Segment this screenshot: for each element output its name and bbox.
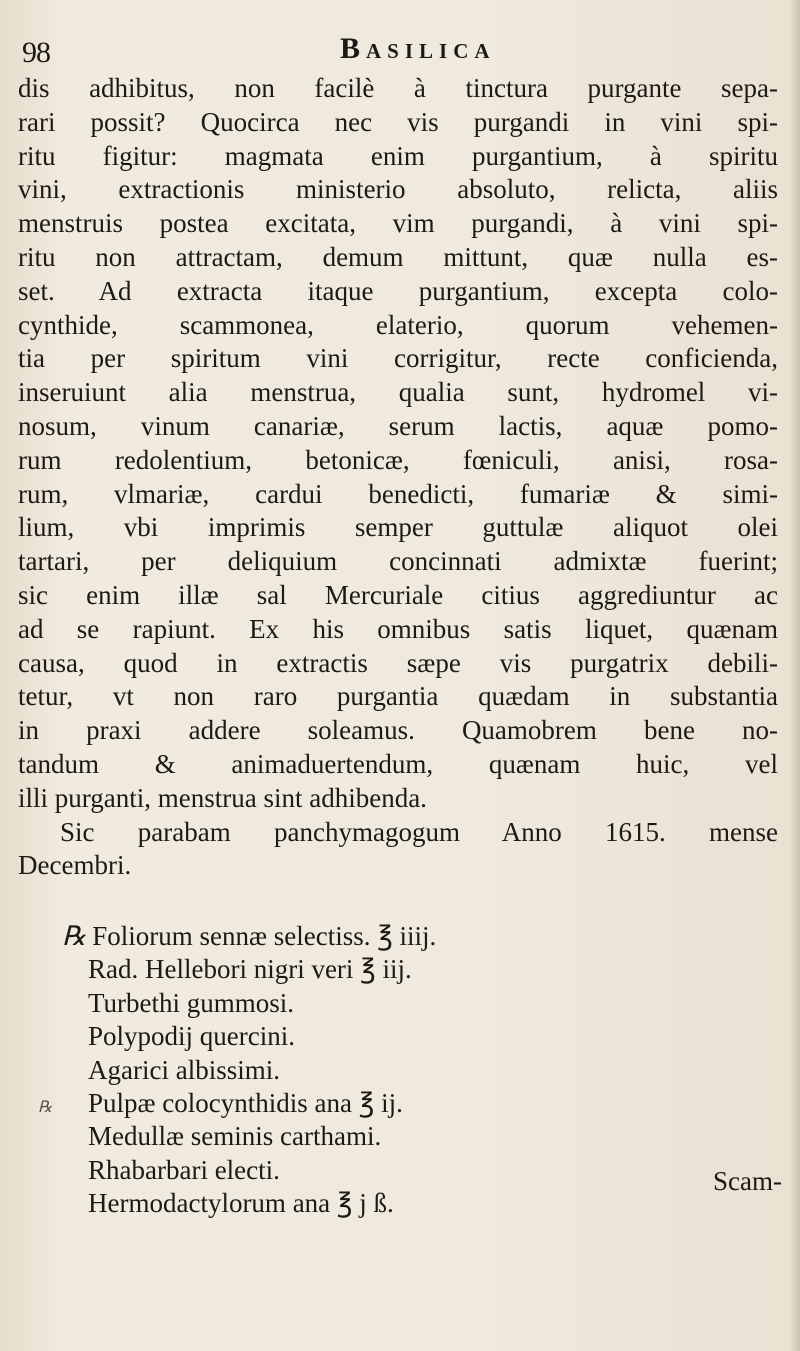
recipe-item: Agarici albissimi. xyxy=(88,1054,280,1085)
recipe-symbol-icon: ℞ xyxy=(62,921,87,951)
running-head: Basilica xyxy=(340,32,496,65)
recipe-item: Turbethi gummosi. xyxy=(88,987,295,1018)
text-line: ritu figitur: magmata enim purgantium, à spiritu xyxy=(18,140,778,171)
text-line: nosum, vinum canariæ, serum lactis, aquæ pomo- xyxy=(18,410,778,441)
recipe-item: Rhabarbari electi. xyxy=(88,1154,280,1185)
recipe-item: Medullæ seminis carthami. xyxy=(88,1121,382,1152)
text-line: rum, vlmariæ, cardui benedicti, fumariæ & simi- xyxy=(18,478,778,509)
paragraph-second-line: Decembri. xyxy=(18,850,132,881)
text-line: tetur, vt non raro purgantia quædam in substantia xyxy=(18,681,778,712)
recipe-item-text: Pulpæ colocynthidis ana ℥ ij. xyxy=(88,1088,403,1119)
text-line: in praxi addere soleamus. Quamobrem bene no- xyxy=(18,715,778,746)
recipe-item: Polypodij quercini. xyxy=(88,1021,295,1052)
text-line: set. Ad extracta itaque purgantium, excepta colo- xyxy=(18,275,778,306)
text-line: lium, vbi imprimis semper guttulæ aliquot olei xyxy=(18,512,778,543)
text-line: vini, extractionis ministerio absoluto, relicta, aliis xyxy=(18,174,778,205)
text-line: menstruis postea excitata, vim purgandi, à vini spi- xyxy=(18,208,778,239)
text-line: dis adhibitus, non facilè à tinctura purgante sepa- xyxy=(18,73,778,103)
page-edge-shadow xyxy=(790,0,800,1351)
page-number: 98 xyxy=(22,36,50,69)
margin-note: ℞ xyxy=(38,1099,53,1117)
text-line: rum redolentium, betonicæ, fœniculi, anisi, rosa- xyxy=(18,444,778,475)
text-line: ritu non attractam, demum mittunt, quæ nulla es- xyxy=(18,241,778,272)
catchword: Scam- xyxy=(713,1166,782,1196)
text-line: tartari, per deliquium concinnati admixtæ fuerint; xyxy=(18,546,778,577)
paragraph-first-line: Sic parabam panchymagogum Anno 1615. mense xyxy=(60,816,778,847)
recipe-item: Rad. Hellebori nigri veri ℥ iij. xyxy=(88,954,412,985)
text-line: ad se rapiunt. Ex his omnibus satis liquet, quænam xyxy=(18,613,778,644)
recipe-item xyxy=(40,1087,780,1120)
recipe-item: Hermodactylorum ana ℥ j ß. xyxy=(88,1188,394,1219)
text-line: sic enim illæ sal Mercuriale citius aggrediuntur ac xyxy=(18,579,778,610)
text-line: tia per spiritum vini corrigitur, recte conficienda, xyxy=(18,343,778,374)
page-header xyxy=(22,30,782,70)
recipe-item xyxy=(40,920,780,953)
main-text xyxy=(18,72,788,883)
text-line: tandum & animaduertendum, quænam huic, vel xyxy=(18,748,778,779)
text-line: rari possit? Quocirca nec vis purgandi in vini spi- xyxy=(18,106,778,137)
text-line: inseruiunt alia menstrua, qualia sunt, hydromel vi- xyxy=(18,377,778,408)
recipe-list xyxy=(40,920,780,1221)
text-line: cynthide, scammonea, elaterio, quorum vehemen- xyxy=(18,309,778,340)
recipe-item-text: Foliorum sennæ selectiss. ℥ iiij. xyxy=(92,921,437,951)
text-line: illi purganti, menstrua sint adhibenda. xyxy=(18,782,427,813)
text-line: causa, quod in extractis sæpe vis purgatrix debili- xyxy=(18,647,778,678)
